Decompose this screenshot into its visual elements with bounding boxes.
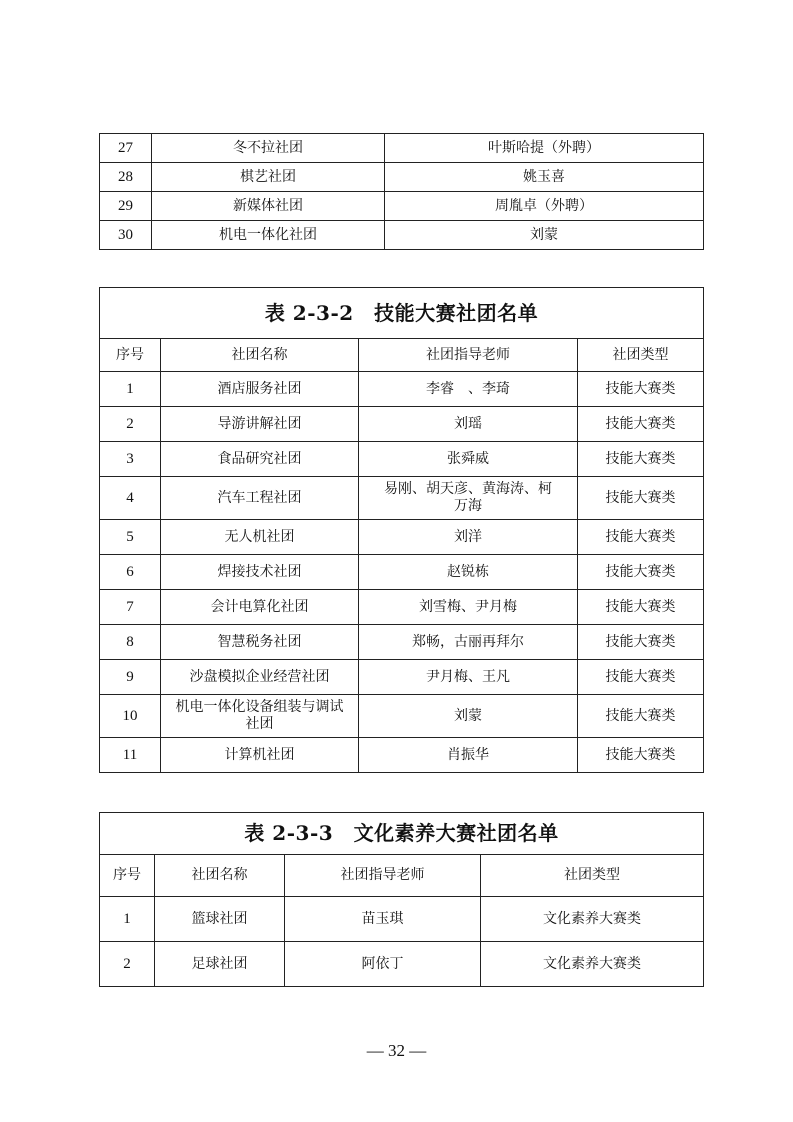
- row-number: 28: [100, 163, 152, 192]
- table-row: [100, 738, 704, 773]
- table-row: [100, 134, 704, 163]
- table-row: [100, 372, 704, 407]
- club-type: 技能大赛类: [578, 477, 704, 520]
- club-type: 技能大赛类: [578, 590, 704, 625]
- club-type: 技能大赛类: [578, 625, 704, 660]
- row-number: 2: [100, 942, 155, 987]
- row-number: 3: [100, 442, 161, 477]
- table-row: [100, 192, 704, 221]
- row-number: 8: [100, 625, 161, 660]
- club-advisor: 尹月梅、王凡: [359, 660, 578, 695]
- club-advisor: 阿依丁: [285, 942, 481, 987]
- header-club-name: 社团名称: [161, 339, 359, 372]
- row-number: 9: [100, 660, 161, 695]
- table-header-row: [100, 339, 704, 372]
- row-number: 2: [100, 407, 161, 442]
- club-type: 技能大赛类: [578, 695, 704, 738]
- table-row: [100, 942, 704, 987]
- club-name: 机电一体化设备组装与调试社团: [161, 695, 359, 738]
- club-name: 新媒体社团: [152, 192, 385, 221]
- club-name: 棋艺社团: [152, 163, 385, 192]
- club-name: 冬不拉社团: [152, 134, 385, 163]
- header-club-name: 社团名称: [155, 855, 285, 897]
- club-name: 智慧税务社团: [161, 625, 359, 660]
- club-advisor: 刘蒙: [359, 695, 578, 738]
- row-number: 7: [100, 590, 161, 625]
- table-title-row: [100, 813, 704, 855]
- club-name: 无人机社团: [161, 520, 359, 555]
- header-index: 序号: [100, 339, 161, 372]
- table-row: [100, 897, 704, 942]
- club-advisor: 刘瑶: [359, 407, 578, 442]
- table-title-row: [100, 288, 704, 339]
- club-advisor: 李睿 、李琦: [359, 372, 578, 407]
- skills-competition-club-table: [99, 287, 704, 773]
- row-number: 4: [100, 477, 161, 520]
- club-name: 酒店服务社团: [161, 372, 359, 407]
- club-advisor: 刘蒙: [385, 221, 704, 250]
- row-number: 29: [100, 192, 152, 221]
- row-number: 10: [100, 695, 161, 738]
- table-row: [100, 625, 704, 660]
- club-type: 技能大赛类: [578, 555, 704, 590]
- row-number: 11: [100, 738, 161, 773]
- club-type: 技能大赛类: [578, 407, 704, 442]
- club-advisor: 赵锐栋: [359, 555, 578, 590]
- club-advisor: 张舜威: [359, 442, 578, 477]
- continued-club-table: [99, 133, 704, 250]
- row-number: 1: [100, 897, 155, 942]
- club-name: 会计电算化社团: [161, 590, 359, 625]
- table-title: 表 2-3-2 技能大赛社团名单: [100, 288, 704, 339]
- club-name: 足球社团: [155, 942, 285, 987]
- club-name: 机电一体化社团: [152, 221, 385, 250]
- row-number: 5: [100, 520, 161, 555]
- club-advisor: 易刚、胡天彦、黄海涛、柯万海: [359, 477, 578, 520]
- club-name: 焊接技术社团: [161, 555, 359, 590]
- table-row: [100, 407, 704, 442]
- club-type: 技能大赛类: [578, 520, 704, 555]
- header-advisor: 社团指导老师: [285, 855, 481, 897]
- club-name: 计算机社团: [161, 738, 359, 773]
- club-type: 文化素养大赛类: [481, 942, 704, 987]
- club-name: 导游讲解社团: [161, 407, 359, 442]
- row-number: 27: [100, 134, 152, 163]
- club-name: 沙盘模拟企业经营社团: [161, 660, 359, 695]
- row-number: 1: [100, 372, 161, 407]
- club-name: 篮球社团: [155, 897, 285, 942]
- table-row: [100, 660, 704, 695]
- row-number: 6: [100, 555, 161, 590]
- header-index: 序号: [100, 855, 155, 897]
- club-type: 文化素养大赛类: [481, 897, 704, 942]
- table-row: [100, 163, 704, 192]
- table-title: 表 2-3-3 文化素养大赛社团名单: [100, 813, 704, 855]
- club-type: 技能大赛类: [578, 372, 704, 407]
- club-type: 技能大赛类: [578, 442, 704, 477]
- club-advisor: 苗玉琪: [285, 897, 481, 942]
- table-row: [100, 590, 704, 625]
- club-advisor: 郑畅，古丽再拜尔: [359, 625, 578, 660]
- club-type: 技能大赛类: [578, 738, 704, 773]
- table-header-row: [100, 855, 704, 897]
- club-name: 汽车工程社团: [161, 477, 359, 520]
- table-row: [100, 555, 704, 590]
- table-row: [100, 695, 704, 738]
- table-row: [100, 221, 704, 250]
- page-number: — 32 —: [366, 1041, 427, 1060]
- club-advisor: 肖振华: [359, 738, 578, 773]
- club-advisor: 刘雪梅、尹月梅: [359, 590, 578, 625]
- table-row: [100, 442, 704, 477]
- club-advisor: 周胤卓（外聘）: [385, 192, 704, 221]
- club-advisor: 叶斯哈提（外聘）: [385, 134, 704, 163]
- header-club-type: 社团类型: [578, 339, 704, 372]
- table-row: [100, 520, 704, 555]
- row-number: 30: [100, 221, 152, 250]
- club-type: 技能大赛类: [578, 660, 704, 695]
- culture-competition-club-table: [99, 812, 704, 987]
- header-club-type: 社团类型: [481, 855, 704, 897]
- header-advisor: 社团指导老师: [359, 339, 578, 372]
- club-name: 食品研究社团: [161, 442, 359, 477]
- club-advisor: 姚玉喜: [385, 163, 704, 192]
- club-advisor: 刘洋: [359, 520, 578, 555]
- table-row: [100, 477, 704, 520]
